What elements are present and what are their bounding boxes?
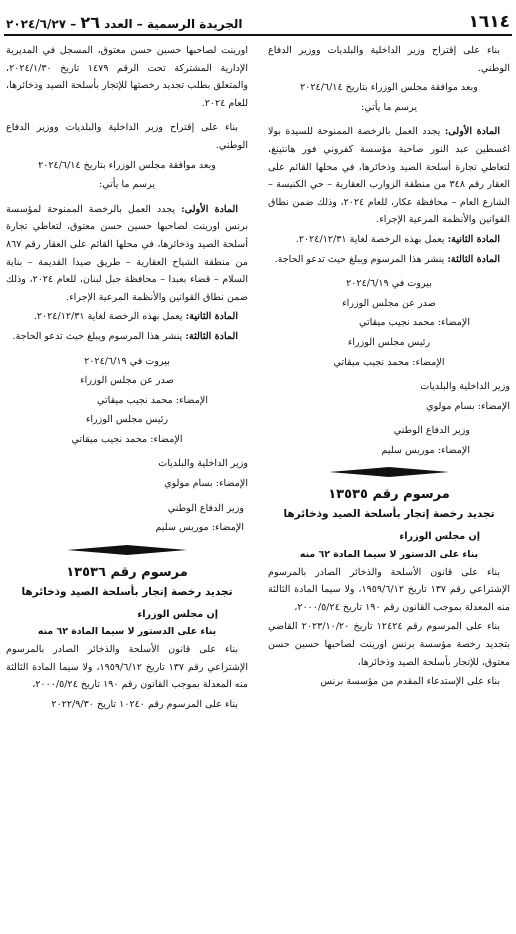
article-2-label: المادة الثانية:: [185, 311, 238, 323]
section-divider: [268, 465, 510, 479]
interior-minister-title: وزير الداخلية والبلديات: [158, 458, 248, 470]
article-1: [268, 123, 510, 229]
header-rule: [4, 34, 512, 36]
article-1-label: المادة الأولى:: [444, 126, 500, 138]
cabinet-approval: وبعد موافقة مجلس الوزراء بتاريخ ٢٠٢٤/٦/١٤: [38, 159, 216, 171]
decree-preamble-2: بناء على المرسوم رقم ١٠٢٤٠ تاريخ ٢٠٢٢/٩/٣٠: [51, 698, 238, 710]
signature-defense: الإمضاء: موريس سليم: [381, 444, 470, 456]
decree-subject: تجديد رخصة إتجار بأسلحة الصيد وذخائرها: [283, 508, 495, 521]
decree-number: مرسوم رقم ١٣٥٣٥: [328, 487, 450, 503]
left-column: [6, 42, 248, 715]
interior-minister-title: وزير الداخلية والبلديات: [420, 381, 510, 393]
page-header: [6, 6, 510, 32]
issued-by: صدر عن مجلس الوزراء: [342, 297, 436, 309]
pm-title: رئيس مجلس الوزراء: [85, 414, 169, 426]
article-2-label: المادة الثانية:: [447, 233, 500, 245]
gazette-header-title: [6, 13, 243, 32]
article-3-label: المادة الثالثة:: [447, 253, 500, 265]
article-1-text: يجدد العمل بالرخصة الممنوحة للسيدة بولا اغسطين عبد النور صاحبة مؤسسة كفروني فور هانتينغ، لتعاطي تجارة أسلحة الصيد وذخائرها، في محلها القائم على العقار رقم ٣٤٨ من منطقة الزوارب العقارية – حي الكنيسة – الشارع العام – محافظة عكار، للعام ٢٠٢٤، وذلك ضمن نطاق القوانين والأنظمة المرعية الإجراء.: [268, 126, 510, 226]
signature-pm-2: الإمضاء: محمد نجيب ميقاتي: [333, 356, 445, 368]
pm-title: رئيس مجلس الوزراء: [347, 336, 431, 348]
decree-preamble-3: بناء على الإستدعاء المقدم من مؤسسة برنس: [320, 676, 500, 688]
article-2-text: يعمل بهذه الرخصة لغاية ٢٠٢٤/١٢/٣١.: [33, 311, 183, 323]
signature-pm-2: الإمضاء: محمد نجيب ميقاتي: [71, 433, 183, 445]
article-2-text: يعمل بهذه الرخصة لغاية ٢٠٢٤/١٢/٣١.: [295, 233, 445, 245]
section-divider: [6, 543, 248, 557]
continued-paragraph: اورينت لصاحبها حسين حسن معتوق، المسجل في المديرية الإدارية المشتركة تحت الرقم ١٤٧٩ تاريخ ٢٠٢٤/١/٣٠، والمتعلق بطلب تجديد رخصتها للإتجار بأسلحة الصيد وذخائرها، للعام ٢٠٢٤.: [6, 45, 248, 109]
article-2: [268, 231, 510, 249]
decree-subject: تجديد رخصة إتجار بأسلحة الصيد وذخائرها: [21, 585, 233, 598]
article-2: [6, 308, 248, 326]
place-date: بيروت في ٢٠٢٤/٦/١٩: [346, 278, 432, 290]
place-date: بيروت في ٢٠٢٤/٦/١٩: [84, 355, 170, 367]
decree-intro: يرسم ما يأتي:: [98, 179, 156, 191]
signature-pm-1: الإمضاء: محمد نجيب ميقاتي: [97, 394, 208, 406]
signature-interior: الإمضاء: بسام مولوي: [426, 400, 510, 412]
decree-authority: إن مجلس الوزراء: [137, 608, 218, 620]
signature-interior: الإمضاء: بسام مولوي: [164, 478, 248, 490]
article-3: [6, 328, 248, 346]
issue-number: ٢٦: [80, 13, 100, 32]
decree-authority: إن مجلس الوزراء: [399, 531, 480, 543]
article-1-text: يجدد العمل بالرخصة الممنوحة لمؤسسة برنس اورينت لصاحبها حسين حسن معتوق، لتعاطي تجارة أسلحة الصيد وذخائرها، في محلها القائم على العقار رقم ٨٦٧ من منطقة الشياح العقارية – طريق صيدا القديمة – بناية السلام – قضاء بعبدا – محافظة جبل لبنان، للعام ٢٠٢٤، وذلك ضمن نطاق القوانين والأنظمة المرعية الإجراء.: [6, 203, 249, 303]
decree-preamble-1: بناء على قانون الأسلحة والذخائر الصادر بالمرسوم الإشتراعي رقم ١٣٧ تاريخ ١٩٥٩/٦/١٢، ولا سيما المادة الثالثة منه المعدلة بموجب القانون رقم ١٩٠ تاريخ ٢٠٠٠/٥/٢٤،: [6, 644, 248, 691]
decree-preamble-1: بناء على قانون الأسلحة والذخائر الصادر بالمرسوم الإشتراعي رقم ١٣٧ تاريخ ١٩٥٩/٦/١٢، ولا سيما المادة الثالثة منه المعدلة بموجب القانون رقم ١٩٠ تاريخ ٢٠٠٠/٥/٢٤،: [268, 566, 510, 613]
decree-intro: يرسم ما يأتي:: [360, 101, 418, 113]
issue-date: – ٢٠٢٤/٦/٢٧: [6, 17, 77, 31]
article-3-text: ينشر هذا المرسوم ويبلغ حيث تدعو الحاجة.: [274, 253, 445, 265]
decree-preamble-2: بناء على المرسوم رقم ١٢٤٢٤ تاريخ ٢٠٢٣/١٠/٢٠ القاضي بتجديد رخصة مؤسسة برنس اورينت لصاحبها حسين حسن معتوق، للإتجار بأسلحة الصيد وذخائرها،: [268, 621, 510, 668]
article-3-label: المادة الثالثة:: [185, 330, 238, 342]
defense-minister-title: وزير الدفاع الوطني: [393, 425, 470, 437]
cabinet-approval: وبعد موافقة مجلس الوزراء بتاريخ ٢٠٢٤/٦/١٤: [300, 82, 478, 94]
article-3: [268, 251, 510, 269]
proposal-paragraph: بناء على إقتراح وزير الداخلية والبلديات ووزير الدفاع الوطني.: [6, 122, 248, 151]
decree-basis: بناء على الدستور لا سيما المادة ٦٢ منه: [299, 549, 479, 561]
article-1-label: المادة الأولى:: [181, 203, 238, 215]
page-number: ١٦١٤: [468, 12, 510, 32]
signature-pm-1: الإمضاء: محمد نجيب ميقاتي: [359, 317, 470, 329]
right-column: [268, 42, 510, 693]
signature-defense: الإمضاء: موريس سليم: [155, 522, 244, 534]
defense-minister-title: وزير الدفاع الوطني: [167, 502, 244, 514]
article-3-text: ينشر هذا المرسوم ويبلغ حيث تدعو الحاجة.: [12, 330, 183, 342]
article-1: [6, 201, 248, 307]
gazette-title: الجريدة الرسمية – العدد: [104, 17, 243, 31]
issued-by: صدر عن مجلس الوزراء: [80, 375, 174, 387]
proposal-paragraph: بناء على إقتراح وزير الداخلية والبلديات ووزير الدفاع الوطني.: [268, 45, 510, 74]
decree-basis: بناء على الدستور لا سيما المادة ٦٢ منه: [37, 626, 217, 638]
decree-number: مرسوم رقم ١٣٥٣٦: [66, 564, 188, 580]
